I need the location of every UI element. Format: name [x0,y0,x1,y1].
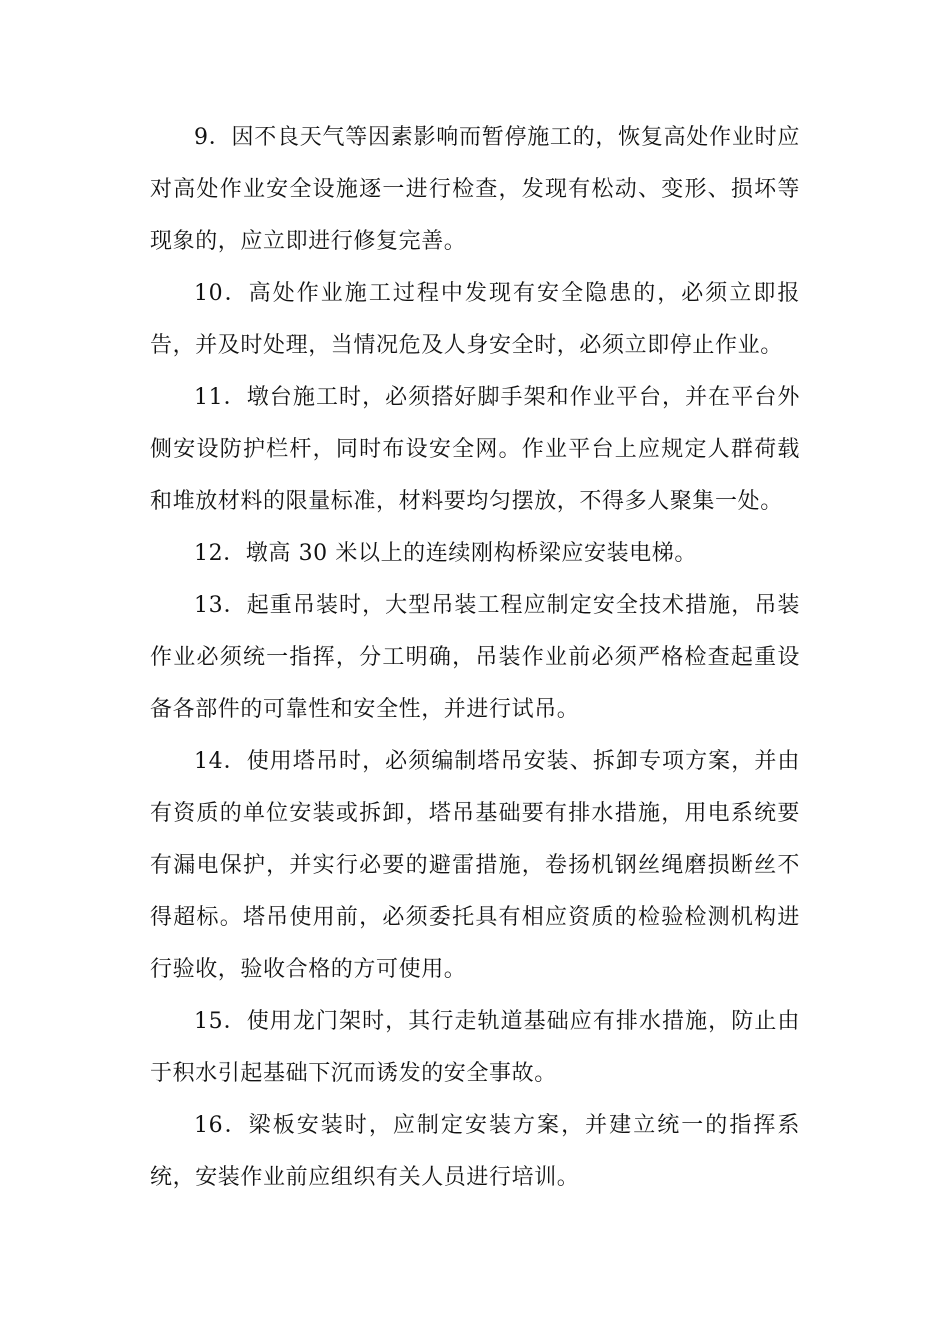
document-body [150,112,800,1204]
paragraph-item-14: 14．使用塔吊时，必须编制塔吊安装、拆卸专项方案，并由有资质的单位安装或拆卸，塔吊基础要有排水措施，用电系统要有漏电保护，并实行必要的避雷措施，卷扬机钢丝绳磨损断丝不得超标。塔吊使用前，必须委托具有相应资质的检验检测机构进行验收，验收合格的方可使用。 [150,749,800,982]
paragraph-item-9: 9．因不良天气等因素影响而暂停施工的，恢复高处作业时应对高处作业安全设施逐一进行检查，发现有松动、变形、损坏等现象的，应立即进行修复完善。 [150,125,800,254]
paragraph-item-13: 13．起重吊装时，大型吊装工程应制定安全技术措施，吊装作业必须统一指挥，分工明确，吊装作业前必须严格检查起重设备各部件的可靠性和安全性，并进行试吊。 [150,593,800,722]
paragraph-item-10: 10．高处作业施工过程中发现有安全隐患的，必须立即报告，并及时处理，当情况危及人身安全时，必须立即停止作业。 [150,281,800,358]
paragraph-item-16: 16．梁板安装时，应制定安装方案，并建立统一的指挥系统，安装作业前应组织有关人员进行培训。 [150,1113,800,1190]
paragraph-item-15: 15．使用龙门架时，其行走轨道基础应有排水措施，防止由于积水引起基础下沉而诱发的安全事故。 [150,1009,800,1086]
paragraph-item-11: 11．墩台施工时，必须搭好脚手架和作业平台，并在平台外侧安设防护栏杆，同时布设安全网。作业平台上应规定人群荷载和堆放材料的限量标准，材料要均匀摆放，不得多人聚集一处。 [150,385,800,514]
paragraph-item-12: 12．墩高 30 米以上的连续刚构桥梁应安装电梯。 [194,541,697,566]
